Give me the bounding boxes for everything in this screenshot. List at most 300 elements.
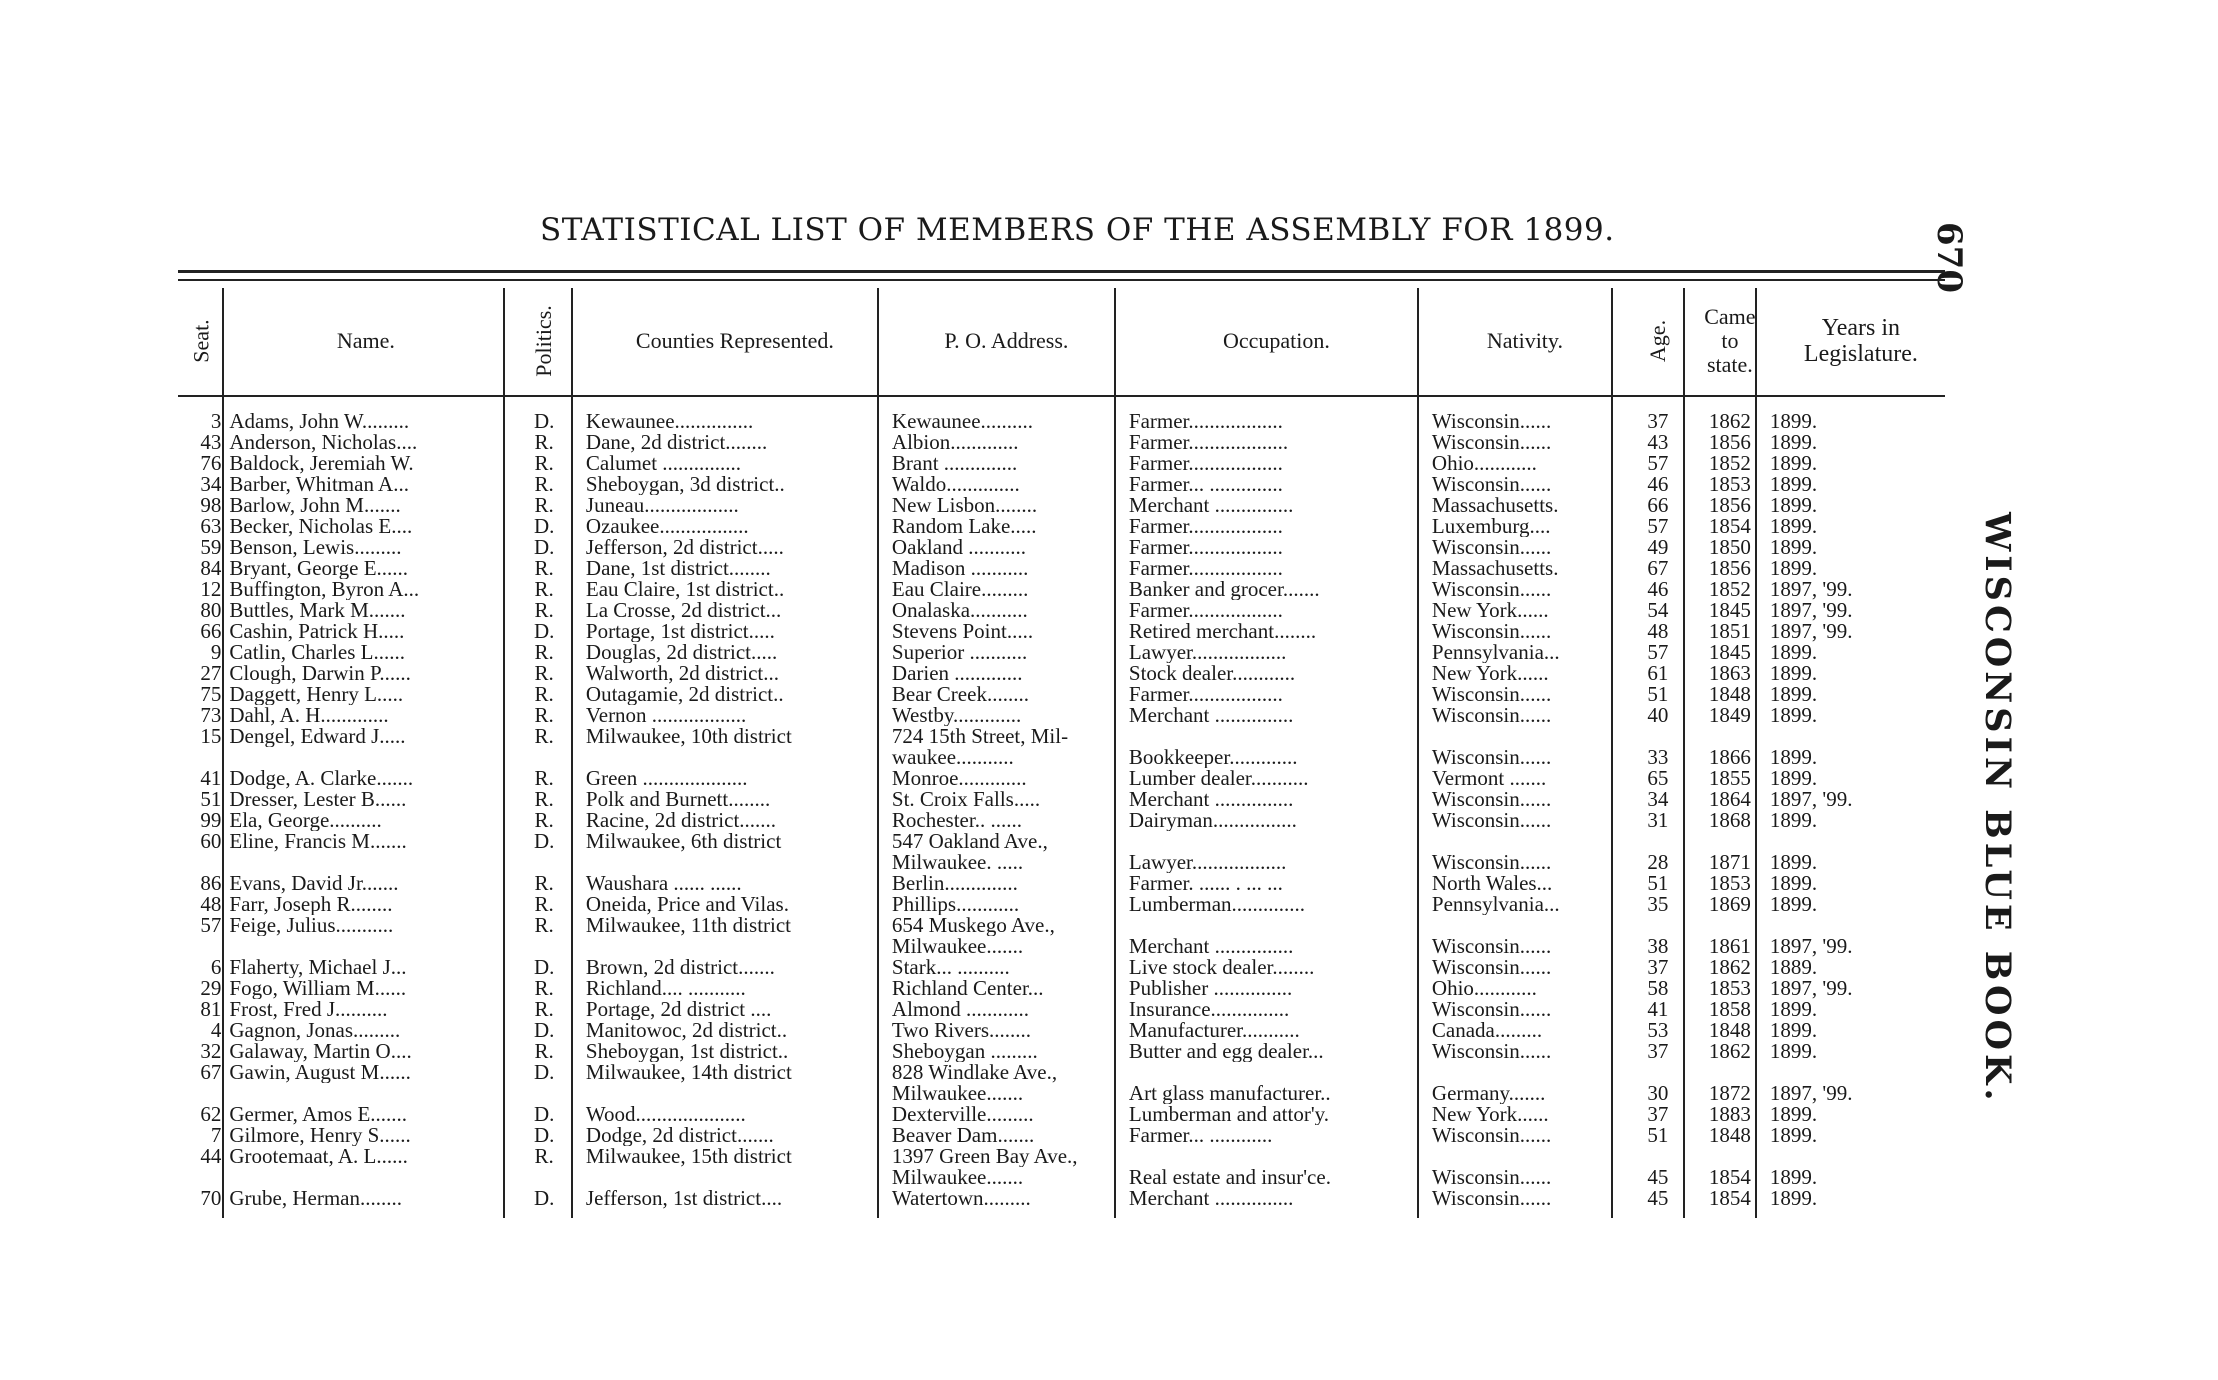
cell-seat: 70 (200, 1188, 222, 1209)
cell-age: 58 (1647, 978, 1669, 999)
cell-name: Dodge, A. Clarke....... (229, 768, 414, 789)
cell-occupation: Merchant ............... (1128, 1188, 1294, 1209)
cell-counties: Dodge, 2d district....... (585, 1125, 774, 1146)
cell-seat (178, 1083, 225, 1104)
cell-address: New Lisbon........ (891, 495, 1038, 516)
cell-age: 37 (1647, 409, 1669, 432)
cell-years: 1899. (1769, 894, 1818, 915)
cell-address: Darien ............. (891, 663, 1023, 684)
cell-age (1622, 1062, 1694, 1083)
cell-counties: Dane, 2d district........ (585, 432, 768, 453)
cell-politics: R. (534, 1146, 554, 1167)
cell-occupation (1125, 831, 1428, 852)
cell-politics: D. (533, 621, 555, 642)
cell-years: 1899. (1769, 999, 1818, 1020)
cell-occupation: Farmer.................. (1128, 453, 1283, 474)
cell-politics: R. (534, 726, 554, 747)
table-row (178, 537, 1956, 558)
cell-age: 67 (1647, 558, 1669, 579)
cell-years: 1897, '99. (1769, 600, 1853, 621)
table-row (178, 852, 1956, 873)
cell-nativity: Wisconsin...... (1431, 537, 1552, 558)
cell-came: 1853 (1708, 873, 1751, 894)
cell-occupation: Farmer.................. (1128, 516, 1283, 537)
cell-occupation: Bookkeeper............. (1128, 747, 1298, 768)
cell-age: 40 (1647, 705, 1669, 726)
column-header-age: Age. (1644, 319, 1670, 363)
cell-politics: R. (534, 978, 554, 999)
cell-nativity: North Wales... (1431, 873, 1553, 894)
table-row (178, 1146, 1956, 1167)
cell-occupation: Merchant ............... (1128, 495, 1294, 516)
cell-politics: D. (533, 831, 555, 852)
cell-politics: R. (534, 915, 554, 936)
cell-address: St. Croix Falls..... (891, 789, 1041, 810)
cell-years: 1899. (1769, 495, 1818, 516)
cell-politics: R. (534, 999, 554, 1020)
table-row (178, 600, 1956, 621)
cell-occupation: Merchant ............... (1128, 789, 1294, 810)
table-row (178, 558, 1956, 579)
cell-years: 1899. (1769, 558, 1818, 579)
cell-seat: 29 (200, 978, 222, 999)
cell-came (1694, 726, 1766, 747)
table-row (178, 873, 1956, 894)
column-header-came-to-state: Came to state. (1704, 304, 1756, 377)
cell-years: 1897, '99. (1769, 978, 1853, 999)
cell-nativity: New York...... (1431, 1104, 1549, 1125)
cell-came: 1862 (1708, 1041, 1751, 1062)
cell-came: 1871 (1708, 852, 1751, 873)
cell-politics: R. (534, 579, 554, 600)
cell-age: 37 (1647, 1041, 1669, 1062)
cell-occupation: Farmer... ............ (1128, 1125, 1273, 1146)
running-book-title: WISCONSIN BLUE BOOK. (1977, 512, 2018, 1105)
cell-politics: D. (533, 537, 555, 558)
cell-name (225, 747, 506, 768)
cell-name (225, 1083, 506, 1104)
cell-age: 31 (1647, 810, 1669, 831)
cell-age: 37 (1647, 1104, 1669, 1125)
cell-seat (178, 936, 225, 957)
column-header-counties: Counties Represented. (635, 328, 834, 353)
cell-nativity: Wisconsin...... (1431, 747, 1552, 768)
cell-name: Germer, Amos E....... (229, 1104, 408, 1125)
cell-came: 1855 (1708, 768, 1751, 789)
cell-nativity: Wisconsin...... (1431, 810, 1552, 831)
cell-address: waukee........... (891, 747, 1014, 768)
assembly-members-table (178, 288, 1956, 1209)
cell-age (1622, 1146, 1694, 1167)
table-row (178, 432, 1956, 453)
cell-politics: R. (534, 810, 554, 831)
cell-nativity: Wisconsin...... (1431, 1125, 1552, 1146)
cell-politics: R. (534, 642, 554, 663)
table-row (178, 810, 1956, 831)
cell-nativity: Germany....... (1431, 1083, 1546, 1104)
cell-nativity: Vermont ....... (1431, 768, 1547, 789)
cell-came: 1854 (1708, 1167, 1751, 1188)
cell-years (1766, 915, 1956, 936)
cell-name: Barber, Whitman A... (229, 474, 409, 495)
cell-name: Dengel, Edward J..... (229, 726, 406, 747)
cell-address: Random Lake..... (891, 516, 1037, 537)
cell-address: Superior ........... (891, 642, 1028, 663)
table-row (178, 1041, 1956, 1062)
cell-counties: Dane, 1st district........ (585, 558, 771, 579)
cell-politics (506, 747, 582, 768)
cell-seat (178, 852, 225, 873)
cell-age: 49 (1647, 537, 1669, 558)
cell-counties (582, 936, 888, 957)
cell-age: 61 (1647, 663, 1669, 684)
cell-years: 1899. (1769, 453, 1818, 474)
cell-years (1766, 1146, 1956, 1167)
table-row (178, 936, 1956, 957)
cell-seat: 66 (200, 621, 222, 642)
cell-address: Westby............. (891, 705, 1022, 726)
cell-politics: R. (534, 453, 554, 474)
cell-politics: D. (533, 1188, 555, 1209)
cell-came: 1852 (1708, 453, 1751, 474)
table-row (178, 1104, 1956, 1125)
cell-years: 1897, '99. (1769, 579, 1853, 600)
cell-seat: 67 (200, 1062, 222, 1083)
cell-years: 1899. (1769, 1020, 1818, 1041)
cell-years: 1899. (1769, 1041, 1818, 1062)
cell-address: 828 Windlake Ave., (891, 1062, 1058, 1083)
column-header-years-in-legislature: Years in Legislature. (1803, 315, 1918, 367)
cell-years: 1899. (1769, 516, 1818, 537)
cell-nativity: Wisconsin...... (1431, 579, 1552, 600)
cell-address: Beaver Dam....... (891, 1125, 1035, 1146)
page-number: 670 (1929, 222, 1969, 293)
cell-counties: Portage, 2d district .... (585, 999, 772, 1020)
cell-occupation: Banker and grocer....... (1128, 579, 1320, 600)
cell-nativity: Ohio............ (1431, 978, 1537, 999)
cell-counties: Douglas, 2d district..... (585, 642, 778, 663)
cell-name: Adams, John W......... (229, 409, 410, 432)
cell-years: 1899. (1769, 810, 1818, 831)
cell-seat: 76 (200, 453, 222, 474)
cell-name: Bryant, George E...... (229, 558, 409, 579)
cell-counties (582, 747, 888, 768)
cell-politics: R. (534, 474, 554, 495)
cell-came: 1851 (1708, 621, 1751, 642)
cell-address: Brant .............. (891, 453, 1018, 474)
cell-came: 1864 (1708, 789, 1751, 810)
cell-name: Farr, Joseph R........ (229, 894, 393, 915)
cell-politics: R. (534, 705, 554, 726)
cell-years: 1899. (1769, 663, 1818, 684)
table-row (178, 999, 1956, 1020)
cell-occupation (1125, 1146, 1428, 1167)
cell-name (225, 852, 506, 873)
cell-occupation: Lumber dealer........... (1128, 768, 1309, 789)
cell-years: 1897, '99. (1769, 1083, 1853, 1104)
cell-seat: 81 (200, 999, 222, 1020)
cell-years: 1899. (1769, 1104, 1818, 1125)
cell-years: 1899. (1769, 537, 1818, 558)
table-row (178, 705, 1956, 726)
cell-name: Flaherty, Michael J... (229, 957, 407, 978)
cell-politics: R. (534, 894, 554, 915)
cell-seat (178, 747, 225, 768)
cell-came: 1856 (1708, 495, 1751, 516)
cell-nativity: Luxemburg.... (1431, 516, 1551, 537)
cell-politics (506, 852, 582, 873)
cell-address: Berlin.............. (891, 873, 1018, 894)
cell-name: Galaway, Martin O.... (229, 1041, 412, 1062)
cell-address: Eau Claire......... (891, 579, 1029, 600)
cell-came: 1845 (1708, 600, 1751, 621)
cell-counties: Waushara ...... ...... (585, 873, 742, 894)
cell-name: Fogo, William M...... (229, 978, 407, 999)
cell-nativity: Pennsylvania... (1431, 642, 1560, 663)
cell-address: 1397 Green Bay Ave., (891, 1146, 1078, 1167)
cell-nativity: Ohio............ (1431, 453, 1537, 474)
cell-age: 66 (1647, 495, 1669, 516)
cell-nativity: Massachusetts. (1431, 558, 1559, 579)
cell-years: 1899. (1769, 432, 1818, 453)
column-header-occupation: Occupation. (1222, 328, 1330, 353)
cell-counties: Outagamie, 2d district.. (585, 684, 784, 705)
cell-years: 1899. (1769, 705, 1818, 726)
cell-counties: Vernon .................. (585, 705, 747, 726)
cell-years: 1899. (1769, 1125, 1818, 1146)
cell-age: 57 (1647, 516, 1669, 537)
cell-occupation: Lumberman.............. (1128, 894, 1306, 915)
cell-years (1766, 726, 1956, 747)
cell-address: Albion............. (891, 432, 1019, 453)
cell-age: 46 (1647, 579, 1669, 600)
cell-nativity: Wisconsin...... (1431, 474, 1552, 495)
cell-name: Benson, Lewis......... (229, 537, 402, 558)
cell-address: Bear Creek........ (891, 684, 1029, 705)
cell-politics: R. (534, 432, 554, 453)
cell-age: 57 (1647, 642, 1669, 663)
cell-politics: R. (534, 768, 554, 789)
cell-age: 45 (1647, 1167, 1669, 1188)
cell-counties: La Crosse, 2d district... (585, 600, 782, 621)
cell-name: Gawin, August M...... (229, 1062, 411, 1083)
cell-occupation (1125, 915, 1428, 936)
cell-nativity: Wisconsin...... (1431, 789, 1552, 810)
cell-name: Baldock, Jeremiah W. (229, 453, 414, 474)
cell-came: 1856 (1708, 558, 1751, 579)
cell-counties: Wood..................... (585, 1104, 746, 1125)
cell-came: 1862 (1708, 957, 1751, 978)
cell-years: 1899. (1769, 409, 1818, 432)
cell-age: 53 (1647, 1020, 1669, 1041)
cell-came: 1863 (1708, 663, 1751, 684)
cell-counties (582, 852, 888, 873)
cell-age: 46 (1647, 474, 1669, 495)
cell-address: Phillips............ (891, 894, 1020, 915)
cell-years: 1899. (1769, 474, 1818, 495)
cell-came: 1848 (1708, 684, 1751, 705)
cell-name: Buffington, Byron A... (229, 579, 420, 600)
cell-address: 654 Muskego Ave., (891, 915, 1055, 936)
cell-seat: 4 (210, 1020, 222, 1041)
column-header-name: Name. (336, 328, 395, 353)
cell-counties: Milwaukee, 11th district (585, 915, 792, 936)
cell-age: 51 (1647, 873, 1669, 894)
cell-name (225, 936, 506, 957)
cell-seat: 75 (200, 684, 222, 705)
cell-years: 1897, '99. (1769, 621, 1853, 642)
cell-came: 1852 (1708, 579, 1751, 600)
cell-name: Clough, Darwin P...... (229, 663, 411, 684)
cell-nativity (1428, 1146, 1622, 1167)
table-row (178, 1188, 1956, 1209)
cell-occupation: Publisher ............... (1128, 978, 1293, 999)
cell-name: Evans, David Jr....... (229, 873, 399, 894)
cell-years (1766, 831, 1956, 852)
cell-counties: Oneida, Price and Vilas. (585, 894, 789, 915)
cell-came (1694, 831, 1766, 852)
cell-nativity: Massachusetts. (1431, 495, 1559, 516)
cell-address: Monroe............. (891, 768, 1027, 789)
cell-seat: 7 (210, 1125, 222, 1146)
cell-counties (582, 1167, 888, 1188)
cell-age: 51 (1647, 1125, 1669, 1146)
cell-name: Buttles, Mark M....... (229, 600, 406, 621)
top-double-rule-inner (178, 279, 1945, 281)
cell-came (1694, 1146, 1766, 1167)
cell-politics: D. (533, 1125, 555, 1146)
cell-counties: Richland.... ........... (585, 978, 746, 999)
cell-occupation (1125, 1062, 1428, 1083)
cell-years: 1899. (1769, 1167, 1818, 1188)
cell-address: Onalaska........... (891, 600, 1028, 621)
cell-address: Milwaukee....... (891, 1167, 1024, 1188)
cell-counties: Racine, 2d district....... (585, 810, 777, 831)
cell-age: 48 (1647, 621, 1669, 642)
cell-counties: Green .................... (585, 768, 748, 789)
cell-came: 1848 (1708, 1125, 1751, 1146)
table-row (178, 894, 1956, 915)
cell-came: 1868 (1708, 810, 1751, 831)
cell-seat: 63 (200, 516, 222, 537)
cell-age: 65 (1647, 768, 1669, 789)
cell-address: Stark... .......... (891, 957, 1010, 978)
table-row (178, 495, 1956, 516)
cell-came: 1848 (1708, 1020, 1751, 1041)
cell-age: 57 (1647, 453, 1669, 474)
cell-occupation: Lawyer.................. (1128, 642, 1287, 663)
cell-age: 41 (1647, 999, 1669, 1020)
cell-nativity: Wisconsin...... (1431, 1167, 1552, 1188)
table-row (178, 453, 1956, 474)
cell-politics: D. (533, 1104, 555, 1125)
cell-years: 1899. (1769, 747, 1818, 768)
cell-address: Madison ........... (891, 558, 1029, 579)
cell-came: 1883 (1708, 1104, 1751, 1125)
cell-seat: 43 (200, 432, 222, 453)
cell-occupation: Art glass manufacturer.. (1128, 1083, 1331, 1104)
cell-politics: R. (534, 1041, 554, 1062)
cell-counties: Milwaukee, 6th district (585, 831, 782, 852)
cell-nativity (1428, 915, 1622, 936)
cell-counties: Kewaunee............... (585, 409, 754, 432)
cell-counties: Eau Claire, 1st district.. (585, 579, 785, 600)
cell-age: 37 (1647, 957, 1669, 978)
cell-seat: 9 (210, 642, 222, 663)
cell-counties: Juneau.................. (585, 495, 739, 516)
cell-years: 1899. (1769, 852, 1818, 873)
cell-nativity: Wisconsin...... (1431, 1188, 1552, 1209)
cell-address: Dexterville......... (891, 1104, 1034, 1125)
cell-nativity: Wisconsin...... (1431, 1041, 1552, 1062)
cell-age: 45 (1647, 1188, 1669, 1209)
cell-seat: 15 (200, 726, 222, 747)
cell-counties: Polk and Burnett........ (585, 789, 771, 810)
cell-counties: Milwaukee, 14th district (585, 1062, 792, 1083)
cell-seat: 99 (200, 810, 222, 831)
cell-occupation: Real estate and insur'ce. (1128, 1167, 1331, 1188)
cell-seat: 73 (200, 705, 222, 726)
table-row (178, 831, 1956, 852)
cell-seat: 60 (200, 831, 222, 852)
cell-name: Ela, George.......... (229, 810, 382, 831)
cell-politics: R. (534, 663, 554, 684)
cell-age: 54 (1647, 600, 1669, 621)
table-row (178, 474, 1956, 495)
cell-politics: D. (533, 516, 555, 537)
cell-years: 1899. (1769, 873, 1818, 894)
cell-occupation: Farmer. ...... . ... ... (1128, 873, 1283, 894)
cell-nativity: Canada......... (1431, 1020, 1543, 1041)
page-title: STATISTICAL LIST OF MEMBERS OF THE ASSEMBLY FOR 1899. (540, 212, 1615, 248)
cell-came: 1869 (1708, 894, 1751, 915)
cell-name: Becker, Nicholas E.... (229, 516, 413, 537)
cell-name: Barlow, John M....... (229, 495, 401, 516)
table-row (178, 394, 1956, 432)
cell-politics (506, 936, 582, 957)
cell-occupation: Insurance............... (1128, 999, 1290, 1020)
cell-nativity: Wisconsin...... (1431, 852, 1552, 873)
cell-politics: D. (533, 409, 555, 432)
cell-came: 1845 (1708, 642, 1751, 663)
cell-seat: 98 (200, 495, 222, 516)
cell-seat: 41 (200, 768, 222, 789)
cell-nativity: Wisconsin...... (1431, 999, 1552, 1020)
table-row (178, 1062, 1956, 1083)
cell-counties: Milwaukee, 10th district (585, 726, 792, 747)
cell-name: Daggett, Henry L..... (229, 684, 404, 705)
cell-nativity: Pennsylvania... (1431, 894, 1560, 915)
cell-seat (178, 1167, 225, 1188)
cell-came: 1849 (1708, 705, 1751, 726)
cell-occupation: Merchant ............... (1128, 936, 1294, 957)
cell-counties: Walworth, 2d district... (585, 663, 780, 684)
cell-nativity: Wisconsin...... (1431, 409, 1552, 432)
cell-occupation: Stock dealer............ (1128, 663, 1296, 684)
table-row (178, 726, 1956, 747)
cell-came: 1861 (1708, 936, 1751, 957)
cell-came: 1853 (1708, 978, 1751, 999)
cell-counties: Milwaukee, 15th district (585, 1146, 792, 1167)
table-row (178, 1020, 1956, 1041)
table-row (178, 747, 1956, 768)
cell-came: 1866 (1708, 747, 1751, 768)
cell-address: 547 Oakland Ave., (891, 831, 1048, 852)
cell-counties: Portage, 1st district..... (585, 621, 775, 642)
cell-name: Grootemaat, A. L...... (229, 1146, 408, 1167)
cell-nativity: Wisconsin...... (1431, 957, 1552, 978)
table-row (178, 1167, 1956, 1188)
